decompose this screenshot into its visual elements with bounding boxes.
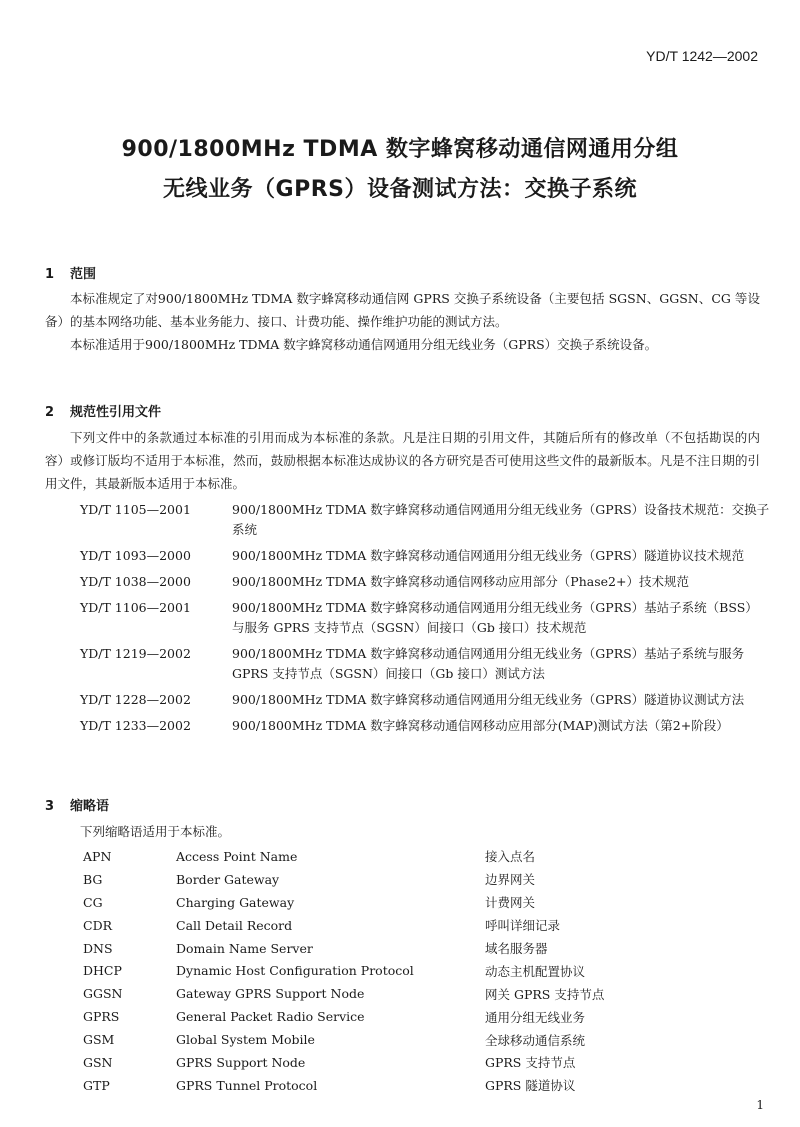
abbreviation-row [83,914,703,937]
english-term: GPRS Tunnel Protocol [176,1077,318,1093]
section-title: 缩略语 [70,799,110,814]
abbreviation-row [83,891,703,914]
abbreviation: APN [83,848,112,864]
chinese-term: 域名服务器 [485,941,548,956]
abbreviation-row [83,1051,703,1074]
reference-title: 900/1800MHz TDMA 数字蜂窝移动通信网通用分组无线业务（GPRS）基站子系统（BSS）与服务 GPRS 支持节点（SGSN）间接口（Gb 接口）技术规范 [232,600,758,635]
english-term: Gateway GPRS Support Node [176,986,365,1002]
english-term: Border Gateway [176,871,280,887]
english-term: Charging Gateway [176,894,295,910]
chinese-term: 接入点名 [485,849,536,865]
abbreviation-row [83,1074,703,1097]
abbreviation-row [83,1005,703,1028]
english-term: Call Detail Record [176,917,293,933]
abbreviation-row [83,959,703,982]
section-number: 3 [45,799,55,814]
abbreviation: GSM [83,1032,115,1048]
page-number: 1 [756,1098,764,1112]
reference-code: YD/T 1038—2000 [80,574,191,589]
english-term: Domain Name Server [176,940,313,956]
abbreviations-table [83,845,703,1097]
reference-title: 900/1800MHz TDMA 数字蜂窝移动通信网通用分组无线业务（GPRS）基站子系统与服务 GPRS 支持节点（SGSN）间接口（Gb 接口）测试方法 [232,646,745,681]
reference-list [80,500,770,742]
abbreviation-row [83,937,703,960]
reference-title: 900/1800MHz TDMA 数字蜂窝移动通信网移动应用部分（Phase2+）技术规范 [232,574,689,589]
chinese-term: 边界网关 [485,872,536,888]
reference-code: YD/T 1219—2002 [80,646,191,661]
section-1-heading [45,263,96,282]
abbreviation: GGSN [83,986,123,1002]
reference-item [80,500,770,540]
section-number: 2 [45,405,55,420]
section-title: 规范性引用文件 [70,405,162,420]
reference-item [80,598,770,638]
abbreviation-row [83,1028,703,1051]
chinese-term: 计费网关 [485,895,536,911]
reference-title: 900/1800MHz TDMA 数字蜂窝移动通信网通用分组无线业务（GPRS）设备技术规范：交换子系统 [232,502,770,537]
standard-number: YD/T 1242—2002 [646,48,758,64]
abbreviation: DHCP [83,963,122,979]
reference-title: 900/1800MHz TDMA 数字蜂窝移动通信网通用分组无线业务（GPRS）隧道协议测试方法 [232,692,745,707]
reference-item [80,716,770,736]
abbreviation: DNS [83,940,113,956]
abbreviation: CG [83,894,103,910]
abbreviation-row [83,845,703,868]
section-1-paragraph-2: 本标准适用于900/1800MHz TDMA 数字蜂窝移动通信网通用分组无线业务（GPRS）交换子系统设备。 [70,337,658,352]
chinese-term: GPRS 支持节点 [485,1055,576,1071]
section-2-paragraph-1: 下列文件中的条款通过本标准的引用而成为本标准的条款。凡是注日期的引用文件，其随后所有的修改单（不包括勘误的内容）或修订版均不适用于本标准，然而，鼓励根据本标准达成协议的各方研究是否可使用这些文件的最新版本。凡是不注日期的引用文件，其最新版本适用于本标准。 [45,430,760,491]
section-1-paragraph-1: 本标准规定了对900/1800MHz TDMA 数字蜂窝移动通信网 GPRS 交换子系统设备（主要包括 SGSN、GGSN、CG 等设备）的基本网络功能、基本业务能力、接口、计费功能、操作维护功能的测试方法。 [45,291,760,329]
reference-code: YD/T 1228—2002 [80,692,191,707]
reference-code: YD/T 1105—2001 [80,502,191,517]
abbreviation: GTP [83,1077,110,1093]
section-2-heading [45,401,161,420]
abbreviation-row [83,868,703,891]
chinese-term: 网关 GPRS 支持节点 [485,986,605,1002]
abbreviations-intro: 下列缩略语适用于本标准。 [80,824,231,839]
reference-title: 900/1800MHz TDMA 数字蜂窝移动通信网移动应用部分(MAP)测试方法（第2+阶段） [232,718,729,733]
english-term: Dynamic Host Configuration Protocol [176,963,414,979]
reference-item [80,690,770,710]
abbreviation: BG [83,871,103,887]
chinese-term: 通用分组无线业务 [485,1009,586,1025]
english-term: General Packet Radio Service [176,1009,365,1025]
english-term: GPRS Support Node [176,1054,306,1070]
abbreviation: CDR [83,917,112,933]
section-3-heading [45,795,109,814]
chinese-term: 呼叫详细记录 [485,918,561,934]
abbreviation: GPRS [83,1009,120,1025]
document-title [0,130,800,210]
reference-title: 900/1800MHz TDMA 数字蜂窝移动通信网通用分组无线业务（GPRS）隧道协议技术规范 [232,548,745,563]
reference-code: YD/T 1106—2001 [80,600,191,615]
reference-item [80,572,770,592]
reference-item [80,546,770,566]
title-line-2: 无线业务（GPRS）设备测试方法：交换子系统 [163,177,637,202]
title-line-1: 900/1800MHz TDMA 数字蜂窝移动通信网通用分组 [121,137,679,162]
chinese-term: GPRS 隧道协议 [485,1078,576,1094]
reference-item [80,644,770,684]
reference-code: YD/T 1093—2000 [80,548,191,563]
english-term: Global System Mobile [176,1032,315,1048]
chinese-term: 动态主机配置协议 [485,963,586,979]
section-number: 1 [45,267,55,282]
reference-code: YD/T 1233—2002 [80,718,191,733]
section-title: 范围 [70,267,97,282]
abbreviation: GSN [83,1054,113,1070]
abbreviation-row [83,982,703,1005]
english-term: Access Point Name [176,848,298,864]
chinese-term: 全球移动通信系统 [485,1032,586,1048]
